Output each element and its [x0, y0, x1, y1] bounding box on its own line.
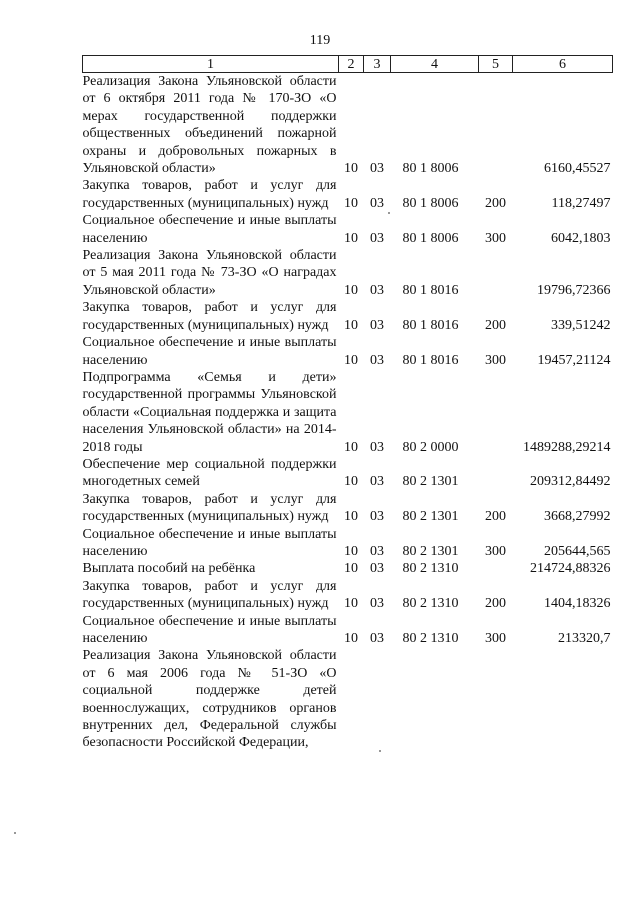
- row-section: 10: [344, 317, 358, 333]
- row-section: 10: [344, 631, 358, 646]
- table-row: [83, 177, 613, 212]
- row-subsection: 03: [370, 230, 384, 246]
- row-section: 10: [344, 596, 358, 612]
- row-section: 10: [344, 509, 358, 525]
- row-name: Закупка товаров, работ и услуг для государственных (муниципальных) нужд: [82, 178, 337, 211]
- row-name: Закупка товаров, работ и услуг для государственных (муниципальных) нужд: [82, 491, 337, 525]
- row-expense-type: 200: [485, 509, 506, 525]
- table-row: [83, 456, 613, 491]
- row-name: Обеспечение мер социальной поддержки многодетных семей: [82, 456, 337, 490]
- row-subsection: 03: [370, 474, 384, 490]
- table-row: [83, 247, 613, 299]
- table-body: [83, 73, 613, 752]
- row-name: Выплата пособий на ребёнка: [82, 561, 256, 577]
- row-subsection: 03: [370, 631, 384, 646]
- scan-speck: [388, 212, 390, 214]
- row-name: Реализация Закона Ульяновской области от 6 мая 2006 года № 51-ЗО «О социальной поддержке детей военнослужащих, сотрудников органов внутренних дел, Федеральной службы безопасности Российской Федерации,: [82, 648, 337, 751]
- header-row: [83, 56, 613, 73]
- row-amount: 19457,21124: [537, 352, 611, 368]
- row-subsection: 03: [370, 561, 384, 577]
- row-target-code: 80 2 1310: [402, 631, 459, 646]
- row-name: Подпрограмма «Семья и дети» государственной программы Ульяновской области «Социальная поддержка и защита населения Ульяновской области» на 2014-2018 годы: [82, 369, 337, 455]
- row-expense-type: 300: [485, 352, 506, 368]
- row-target-code: 80 1 8016: [402, 352, 459, 368]
- row-amount: 118,27497: [551, 195, 611, 211]
- row-target-code: 80 2 1301: [402, 474, 459, 490]
- row-target-code: 80 2 1301: [402, 543, 459, 559]
- row-amount: 6160,45527: [544, 161, 611, 177]
- row-name: Реализация Закона Ульяновской области от 6 октября 2011 года № 170-ЗО «О мерах государственной поддержки общественных объединений пожарной охраны и добровольных пожарных в Ульяновской области»: [82, 74, 337, 177]
- row-target-code: 80 1 8016: [402, 317, 459, 333]
- header-col-2: 2: [339, 56, 364, 73]
- row-target-code: 80 2 1310: [402, 596, 459, 612]
- row-amount: [513, 647, 613, 751]
- row-expense-type: 200: [485, 317, 506, 333]
- row-expense-type: 200: [485, 195, 506, 211]
- header-col-4: 4: [391, 56, 479, 73]
- row-section: [339, 647, 364, 751]
- row-target-code: [391, 647, 479, 751]
- table-row: [83, 73, 613, 178]
- row-target-code: 80 1 8016: [402, 282, 459, 298]
- scan-speck: [379, 750, 381, 752]
- row-name: Социальное обеспечение и иные выплаты населению: [82, 213, 337, 246]
- row-subsection: 03: [370, 543, 384, 559]
- row-section: 10: [344, 439, 358, 455]
- row-expense-type: [479, 369, 513, 456]
- row-expense-type: [479, 456, 513, 491]
- row-name: Закупка товаров, работ и услуг для государственных (муниципальных) нужд: [82, 578, 337, 612]
- table-row: [83, 613, 613, 648]
- row-subsection: 03: [370, 195, 384, 211]
- row-amount: 1489288,29214: [523, 439, 611, 455]
- row-name: Социальное обеспечение и иные выплаты населению: [82, 526, 337, 559]
- row-section: 10: [344, 543, 358, 559]
- row-subsection: 03: [370, 161, 384, 177]
- row-name: Закупка товаров, работ и услуг для государственных (муниципальных) нужд: [82, 300, 337, 333]
- row-subsection: 03: [370, 509, 384, 525]
- table-row: [83, 299, 613, 334]
- scan-speck: [14, 832, 16, 834]
- row-section: 10: [344, 561, 358, 577]
- row-amount: 205644,565: [544, 543, 611, 559]
- table-row: [83, 369, 613, 456]
- row-amount: 339,51242: [551, 317, 611, 333]
- row-expense-type: [479, 647, 513, 751]
- row-target-code: 80 2 0000: [402, 439, 459, 455]
- row-section: 10: [344, 282, 358, 298]
- row-name: Социальное обеспечение и иные выплаты населению: [82, 613, 337, 646]
- row-subsection: 03: [370, 439, 384, 455]
- row-expense-type: [479, 247, 513, 299]
- table-row: [83, 560, 613, 577]
- header-col-3: 3: [364, 56, 391, 73]
- page-number: 119: [309, 33, 331, 48]
- row-expense-type: [479, 560, 513, 577]
- row-subsection: [364, 647, 391, 751]
- header-col-6: 6: [513, 56, 613, 73]
- table-row: [83, 334, 613, 369]
- row-subsection: 03: [370, 596, 384, 612]
- row-section: 10: [344, 474, 358, 490]
- row-section: 10: [344, 161, 358, 177]
- table-row: [83, 212, 613, 247]
- row-name: Реализация Закона Ульяновской области от 5 мая 2011 года № 73-ЗО «О наградах Ульяновской области»: [82, 248, 337, 298]
- row-name: Социальное обеспечение и иные выплаты населению: [82, 335, 337, 368]
- row-amount: 19796,72366: [537, 282, 611, 298]
- row-target-code: 80 1 8006: [402, 161, 459, 177]
- row-expense-type: 300: [485, 631, 506, 646]
- budget-table: [82, 55, 613, 752]
- row-subsection: 03: [370, 317, 384, 333]
- table-row: [83, 578, 613, 613]
- row-amount: 1404,18326: [544, 596, 611, 612]
- row-expense-type: 300: [485, 543, 506, 559]
- row-amount: 3668,27992: [544, 509, 611, 525]
- row-amount: 209312,84492: [530, 474, 611, 490]
- row-target-code: 80 1 8006: [402, 195, 459, 211]
- table-row: [83, 491, 613, 526]
- row-amount: 214724,88326: [530, 561, 611, 577]
- table-row: [83, 647, 613, 751]
- row-section: 10: [344, 195, 358, 211]
- row-subsection: 03: [370, 282, 384, 298]
- row-expense-type: [479, 73, 513, 178]
- row-expense-type: 200: [485, 596, 506, 612]
- row-expense-type: 300: [485, 230, 506, 246]
- row-target-code: 80 1 8006: [402, 230, 459, 246]
- row-amount: 213320,7: [558, 631, 611, 646]
- row-target-code: 80 2 1310: [402, 561, 459, 577]
- row-section: 10: [344, 352, 358, 368]
- row-section: 10: [344, 230, 358, 246]
- table-row: [83, 526, 613, 561]
- header-col-1: 1: [83, 56, 339, 73]
- row-target-code: 80 2 1301: [402, 509, 459, 525]
- row-amount: 6042,1803: [551, 230, 611, 246]
- header-col-5: 5: [479, 56, 513, 73]
- row-subsection: 03: [370, 352, 384, 368]
